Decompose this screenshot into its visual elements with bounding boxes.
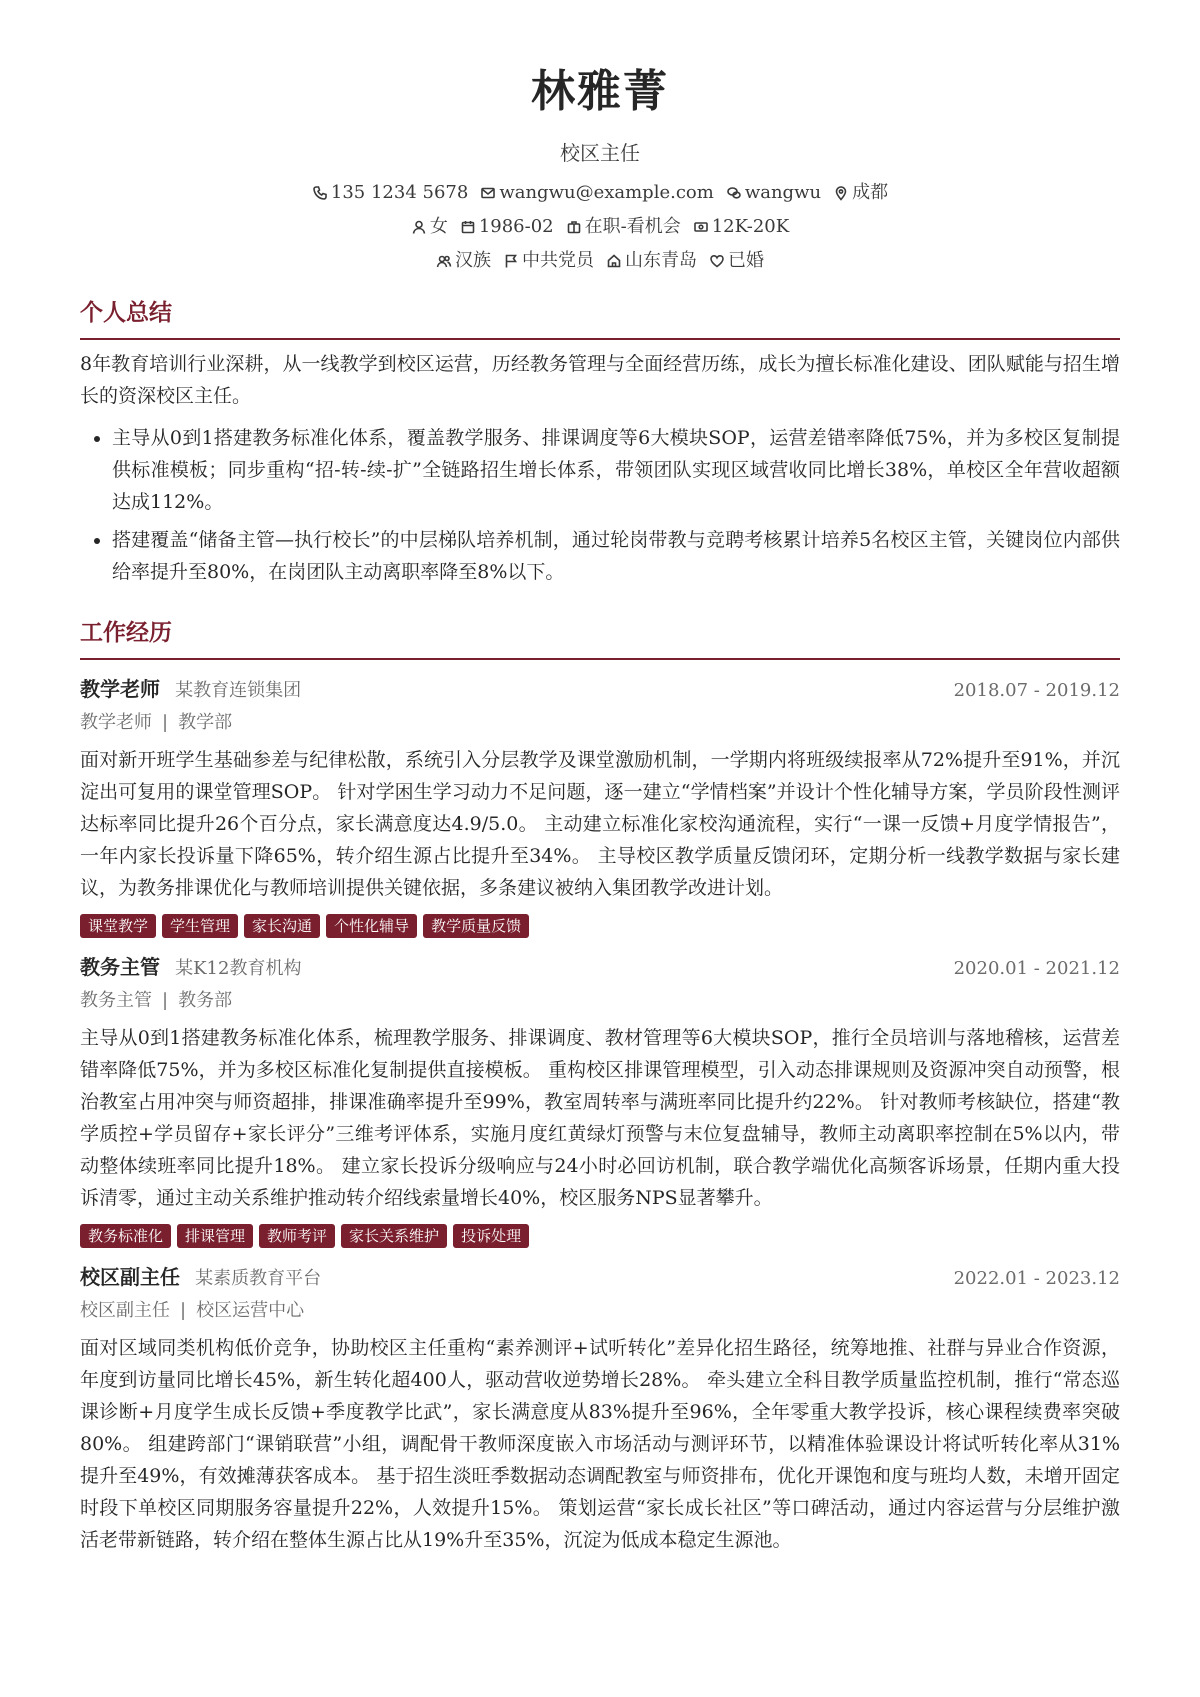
skill-tag: 学生管理 (162, 914, 238, 938)
city-item (833, 180, 888, 206)
skill-tag: 个性化辅导 (326, 914, 417, 938)
salary-text: 12K-20K (711, 216, 790, 237)
skill-tag: 教务标准化 (80, 1224, 171, 1248)
summary-section (0, 296, 1200, 588)
job-role: 教学老师 (80, 677, 160, 701)
summary-bullet: • 主导从0到1搭建教务标准化体系，覆盖教学服务、排课调度等6大模块SOP，运营差错率降低75%，并为多校区复制提供标准模板；同步重构“招-转-续-扩”全链路招生增长体系，带领团队实现区域营收同比增长38%，单校区全年营收超额达成112%。 (112, 422, 1120, 518)
hometown-item (606, 248, 697, 274)
skill-tag: 排课管理 (177, 1224, 253, 1248)
mail-icon (480, 185, 496, 201)
politics-text: 中共党员 (522, 250, 594, 271)
job-description: 面对新开班学生基础参差与纪律松散，系统引入分层教学及课堂激励机制，一学期内将班级续报率从72%提升至91%，并沉淀出可复用的课堂管理SOP。 针对学困生学习动力不足问题，逐一建立“学情档案”并设计个性化辅导方案，学员阶段性测评达标率同比提升26个百分点，家长满意度达4.9/5.0。 主动建立标准化家校沟通流程，实行“一课一反馈+月度学情报告”，一年内家长投诉量下降65%，转介绍生源占比提升至34%。 主导校区教学质量反馈闭环，定期分析一线教学数据与家长建议，为教务排课优化与教师培训提供关键依据，多条建议被纳入集团教学改进计划。 (80, 749, 1120, 899)
contact-row (0, 180, 1200, 206)
work-section (0, 616, 1200, 1556)
job-separator: | (162, 712, 169, 733)
skill-tag: 家长沟通 (244, 914, 320, 938)
gender-text: 女 (429, 216, 448, 237)
job-department: 校区运营中心 (196, 1300, 305, 1321)
phone-icon (312, 185, 328, 201)
candidate-name: 林雅菁 (531, 66, 669, 117)
job-entry (80, 952, 1120, 1248)
job-date: 2018.07 - 2019.12 (953, 680, 1120, 701)
job-company: 某教育连锁集团 (175, 680, 302, 701)
status-text: 在职-看机会 (584, 216, 681, 237)
phone-text: 135 1234 5678 (330, 182, 469, 203)
extra-row (0, 248, 1200, 274)
job-department: 教务部 (178, 990, 233, 1011)
job-company: 某K12教育机构 (175, 958, 302, 979)
wechat-item[interactable] (726, 180, 821, 206)
skill-tag: 教学质量反馈 (423, 914, 529, 938)
job-tags (80, 914, 1120, 938)
job-role: 校区副主任 (80, 1265, 180, 1289)
summary-heading: 个人总结 (80, 296, 1120, 340)
calendar-icon (460, 219, 476, 235)
location-icon (833, 185, 849, 201)
job-tags (80, 1224, 1120, 1248)
ethnicity-item (436, 248, 491, 274)
job-subtitle (80, 1296, 1120, 1326)
job-role: 教务主管 (80, 955, 160, 979)
personal-row (0, 214, 1200, 240)
flag-icon (503, 253, 519, 269)
status-item (566, 214, 681, 240)
job-subtitle (80, 986, 1120, 1016)
job-header (80, 674, 1120, 706)
job-separator: | (162, 990, 169, 1011)
skill-tag: 家长关系维护 (341, 1224, 447, 1248)
resume-header (0, 0, 1200, 274)
wechat-text: wangwu (744, 182, 822, 203)
people-icon (436, 253, 452, 269)
job-date: 2022.01 - 2023.12 (953, 1268, 1120, 1289)
skill-tag: 教师考评 (259, 1224, 335, 1248)
hometown-text: 山东青岛 (625, 250, 697, 271)
job-header (80, 1262, 1120, 1294)
job-subtitle (80, 708, 1120, 738)
wechat-icon (726, 185, 742, 201)
salary-icon (693, 219, 709, 235)
skill-tag: 课堂教学 (80, 914, 156, 938)
phone-item[interactable] (312, 180, 468, 206)
job-position: 教学老师 (80, 712, 152, 733)
summary-intro: 8年教育培训行业深耕，从一线教学到校区运营，历经教务管理与全面经营历练，成长为擅长标准化建设、团队赋能与招生增长的资深校区主任。 (80, 353, 1120, 407)
job-separator: | (180, 1300, 187, 1321)
marital-item (709, 248, 764, 274)
email-item[interactable] (480, 180, 714, 206)
skill-tag: 投诉处理 (453, 1224, 529, 1248)
summary-bullet: • 搭建覆盖“储备主管—执行校长”的中层梯队培养机制，通过轮岗带教与竞聘考核累计培养5名校区主管，关键岗位内部供给率提升至80%，在岗团队主动离职率降至8%以下。 (112, 524, 1120, 588)
birth-item (460, 214, 554, 240)
birth-text: 1986-02 (478, 216, 554, 237)
home-icon (606, 253, 622, 269)
job-description: 主导从0到1搭建教务标准化体系，梳理教学服务、排课调度、教材管理等6大模块SOP，推行全员培训与落地稽核，运营差错率降低75%，并为多校区标准化复制提供直接模板。 重构校区排课管理模型，引入动态排课规则及资源冲突自动预警，根治教室占用冲突与师资超排，排课准确率提升至99%，教室周转率与满班率同比提升约22%。 针对教师考核缺位，搭建“教学质控+学员留存+家长评分”三维考评体系，实施月度红黄绿灯预警与末位复盘辅导，教师主动离职率控制在5%以内，带动整体续班率同比提升18%。 建立家长投诉分级响应与24小时必回访机制，联合教学端优化高频客诉场景，任期内重大投诉清零，通过主动关系维护推动转介绍线索量增长40%，校区服务NPS显著攀升。 (80, 1027, 1120, 1209)
work-heading: 工作经历 (80, 616, 1120, 660)
ethnicity-text: 汉族 (455, 250, 491, 271)
email-text: wangwu@example.com (499, 182, 714, 203)
summary-bullets (80, 422, 1120, 588)
gender-item (411, 214, 448, 240)
politics-item (503, 248, 594, 274)
job-department: 教学部 (178, 712, 233, 733)
job-header (80, 952, 1120, 984)
heart-icon (709, 253, 725, 269)
job-entry (80, 1262, 1120, 1556)
job-position: 教务主管 (80, 990, 152, 1011)
job-entry (80, 674, 1120, 938)
job-date: 2020.01 - 2021.12 (953, 958, 1120, 979)
job-company: 某素质教育平台 (195, 1268, 322, 1289)
job-description: 面对区域同类机构低价竞争，协助校区主任重构“素养测评+试听转化”差异化招生路径，统筹地推、社群与异业合作资源，年度到访量同比增长45%，新生转化超400人，驱动营收逆势增长28%。 牵头建立全科目教学质量监控机制，推行“常态巡课诊断+月度学生成长反馈+季度教学比武”，家长满意度从83%提升至96%，全年零重大教学投诉，核心课程续费率突破80%。 组建跨部门“课销联营”小组，调配骨干教师深度嵌入市场活动与测评环节，以精准体验课设计将试听转化率从31%提升至49%，有效摊薄获客成本。 基于招生淡旺季数据动态调配教室与师资排布，优化开课饱和度与班均人数，未增开固定时段下单校区同期服务容量提升22%，人效提升15%。 策划运营“家长成长社区”等口碑活动，通过内容运营与分层维护激活老带新链路，转介绍在整体生源占比从19%升至35%，沉淀为低成本稳定生源池。 (80, 1337, 1120, 1551)
job-position: 校区副主任 (80, 1300, 170, 1321)
user-icon (411, 219, 427, 235)
salary-item (693, 214, 789, 240)
marital-text: 已婚 (728, 250, 764, 271)
city-text: 成都 (852, 182, 889, 203)
job-title: 校区主任 (560, 141, 640, 165)
briefcase-icon (566, 219, 582, 235)
